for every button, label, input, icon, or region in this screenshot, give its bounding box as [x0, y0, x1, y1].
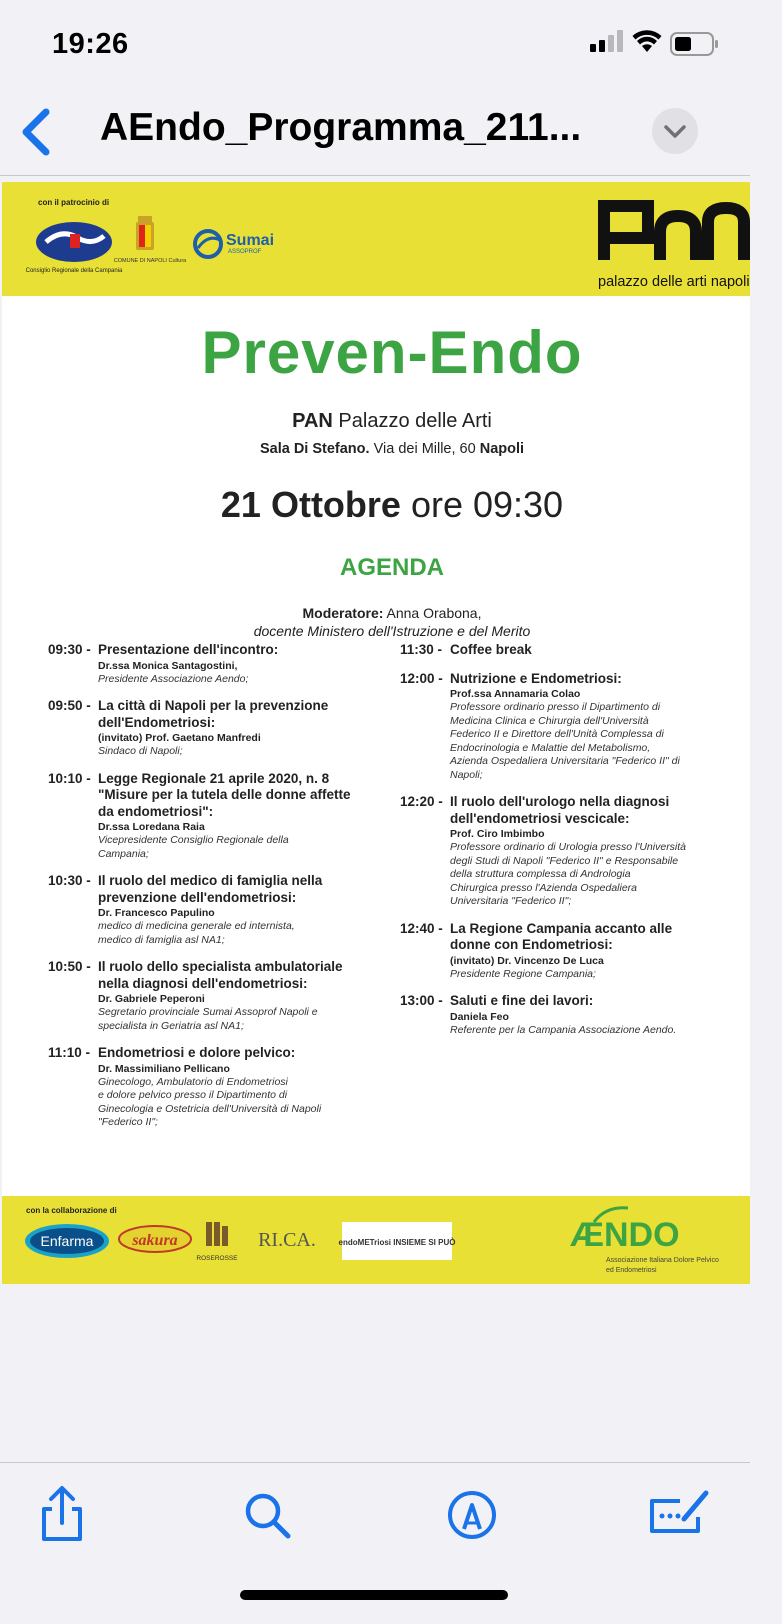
item-title: Il ruolo dello specialista ambulatoriale nella diagnosi dell'endometriosi:: [98, 959, 343, 991]
venue-line-2: Sala Di Stefano. Via dei Mille, 60 Napoli: [259, 441, 525, 457]
agenda-item: [48, 771, 378, 862]
aendo-caption-1: Associazione Italiana Dolore Pelvico: [606, 1257, 719, 1264]
pdf-page[interactable]: [2, 182, 750, 1284]
item-title: Coffee break: [450, 642, 532, 657]
item-time: 12:40 -: [400, 920, 443, 936]
item-role: Presidente Regione Campania;: [450, 967, 596, 980]
item-role: Ginecologo, Ambulatorio di Endometriosi e dolore pelvico presso il Dipartimento di Ginecologia e Ostetricia dell'Università di Napoli "Federico II";: [98, 1075, 322, 1128]
wifi-icon: [632, 30, 662, 54]
agenda-heading: AGENDA: [339, 554, 444, 581]
item-role: Professore ordinario presso il Dipartimento di Medicina Clinica e Chirurgia dell'Università Federico II e Direttore dell'Unità Complessa di Endocrinologia e Malattie del Metabolismo, Azienda Ospedaliera Universitaria "Federico II" di Napoli;: [450, 701, 680, 781]
item-title: La città di Napoli per la prevenzione dell'Endometriosi:: [98, 698, 329, 730]
item-role: Vicepresidente Consiglio Regionale della Campania;: [98, 834, 289, 860]
collaboration-label: con la collaborazione di: [26, 1206, 117, 1215]
regione-campania-caption: Consiglio Regionale della Campania: [25, 268, 123, 274]
patronage-label: con il patrocinio di: [38, 198, 110, 207]
sponsor-enfarma: Enfarma: [40, 1233, 94, 1249]
item-speaker: Dr. Massimiliano Pellicano: [98, 1062, 230, 1075]
item-role: Referente per la Campania Associazione Aendo.: [450, 1023, 677, 1036]
item-speaker: Prof.ssa Annamaria Colao: [450, 688, 581, 700]
item-time: 12:20 -: [400, 794, 443, 809]
sakura-logo: [118, 1224, 192, 1254]
item-time: 13:00 -: [400, 993, 443, 1008]
agenda-item: [400, 921, 740, 982]
agenda-left-column: [48, 642, 378, 1142]
venue-line-1: PAN Palazzo delle Arti: [292, 410, 492, 432]
moderator-role: docente Ministero dell'Istruzione e del Merito: [253, 623, 531, 639]
search-button[interactable]: [238, 1485, 298, 1545]
item-speaker: Dr.ssa Monica Santagostini,: [98, 659, 238, 672]
item-speaker: Dr.ssa Loredana Raia: [98, 821, 205, 833]
event-title: Preven-Endo: [201, 319, 583, 386]
chevron-left-icon: [14, 104, 66, 160]
sponsor-rica: RI.CA.: [258, 1229, 316, 1251]
agenda-item: [48, 698, 378, 759]
item-title: Saluti e fine dei lavori:: [450, 993, 594, 1008]
svg-text:ASSOPROF: ASSOPROF: [228, 249, 262, 255]
cellular-signal-icon: [590, 30, 624, 52]
agenda-item: [48, 873, 378, 947]
sponsor-insieme: endoMETriosi INSIEME SI PUÒ: [338, 1238, 456, 1247]
rica-logo: [242, 1224, 332, 1258]
edit-icon: [644, 1485, 714, 1545]
agenda-item: [48, 959, 378, 1033]
agenda-item: [400, 794, 740, 909]
markup-pen-icon: [442, 1485, 502, 1545]
home-indicator[interactable]: [240, 1590, 508, 1600]
aendo-logo: [570, 1202, 750, 1282]
agenda-item: [400, 993, 740, 1037]
event-date: 21 Ottobre ore 09:30: [220, 484, 564, 525]
item-role: Professore ordinario di Urologia presso l'Università degli Studi di Napoli "Federico II" e Responsabile della struttura complessa di Andrologia Chirurgica presso l'Azienda Ospedaliera Universitaria "Federico II";: [450, 841, 687, 907]
clock: 19:26: [52, 28, 129, 60]
share-button[interactable]: [32, 1485, 92, 1545]
item-speaker: (invitato) Prof. Gaetano Manfredi: [98, 732, 261, 744]
sponsor-roserosse: ROSEROSSE: [196, 1255, 238, 1262]
item-title: Il ruolo dell'urologo nella diagnosi dell'endometriosi vescicale:: [450, 794, 670, 826]
item-speaker: Dr. Francesco Papulino: [98, 907, 215, 919]
title-menu-button[interactable]: [652, 108, 698, 154]
enfarma-logo: [24, 1222, 110, 1260]
item-title: Endometriosi e dolore pelvico:: [98, 1045, 296, 1060]
aendo-caption-2: ed Endometriosi: [606, 1267, 657, 1274]
markup-button[interactable]: [442, 1485, 502, 1545]
chevron-down-icon: [652, 108, 698, 154]
aendo-mark: ÆNDO: [570, 1216, 680, 1254]
agenda-item: [48, 642, 378, 686]
item-role: Presidente Associazione Aendo;: [98, 672, 249, 685]
item-time: 09:50 -: [48, 698, 91, 713]
back-button[interactable]: [14, 104, 66, 160]
item-role: medico di medicina generale ed internista, medico di famiglia asl NA1;: [98, 920, 295, 946]
item-time: 11:30 -: [400, 642, 443, 657]
pan-caption: palazzo delle arti napoli: [598, 274, 750, 290]
battery-icon: [670, 32, 720, 56]
item-title: Nutrizione e Endometriosi:: [450, 670, 622, 686]
svg-text:Sumai: Sumai: [226, 232, 275, 249]
status-bar: [0, 0, 750, 90]
regione-campania-logo: [25, 218, 123, 276]
item-time: 11:10 -: [48, 1045, 91, 1060]
item-speaker: Dr. Gabriele Peperoni: [98, 993, 205, 1005]
agenda-item: [400, 642, 740, 659]
footer-band: [2, 1196, 750, 1284]
item-title: Presentazione dell'incontro:: [98, 642, 279, 657]
item-time: 09:30 -: [48, 642, 91, 657]
roserosse-logo: [196, 1220, 238, 1264]
agenda-item: [400, 671, 740, 783]
item-speaker: Prof. Ciro Imbimbo: [450, 828, 545, 840]
item-time: 10:50 -: [48, 959, 91, 974]
header-band: [2, 182, 750, 296]
item-speaker: (invitato) Dr. Vincenzo De Luca: [450, 954, 604, 967]
endometriosi-insieme-logo: [338, 1222, 456, 1260]
share-icon: [32, 1485, 92, 1545]
document-title: AEndo_Programma_211...: [100, 106, 582, 149]
item-title: Il ruolo del medico di famiglia nella prevenzione dell'endometriosi:: [98, 873, 323, 905]
pan-logo: [598, 186, 750, 296]
agenda-item: [48, 1045, 378, 1130]
sponsor-sakura: sakura: [132, 1232, 178, 1249]
search-icon: [238, 1485, 298, 1545]
moderator-line: Moderatore: Anna Orabona,: [302, 605, 482, 621]
item-role: Sindaco di Napoli;: [98, 745, 183, 757]
item-speaker: Daniela Feo: [450, 1010, 509, 1023]
item-time: 12:00 -: [400, 670, 443, 686]
navigation-bar: [0, 90, 750, 176]
agenda-right-column: [400, 642, 740, 1049]
comune-napoli-logo: [113, 214, 187, 276]
sumai-logo: [192, 226, 292, 266]
item-role: Segretario provinciale Sumai Assoprof Napoli e specialista in Geriatria asl NA1;: [98, 1006, 318, 1032]
item-time: 10:10 -: [48, 770, 91, 786]
comune-napoli-caption: COMUNE DI NAPOLI Cultura: [113, 258, 187, 264]
item-title: La Regione Campania accanto alle donne con Endometriosi:: [450, 920, 673, 952]
item-time: 10:30 -: [48, 873, 91, 888]
item-title: Legge Regionale 21 aprile 2020, n. 8 "Misure per la tutela delle donne affette da endometriosi":: [98, 770, 351, 819]
edit-button[interactable]: [644, 1485, 714, 1545]
